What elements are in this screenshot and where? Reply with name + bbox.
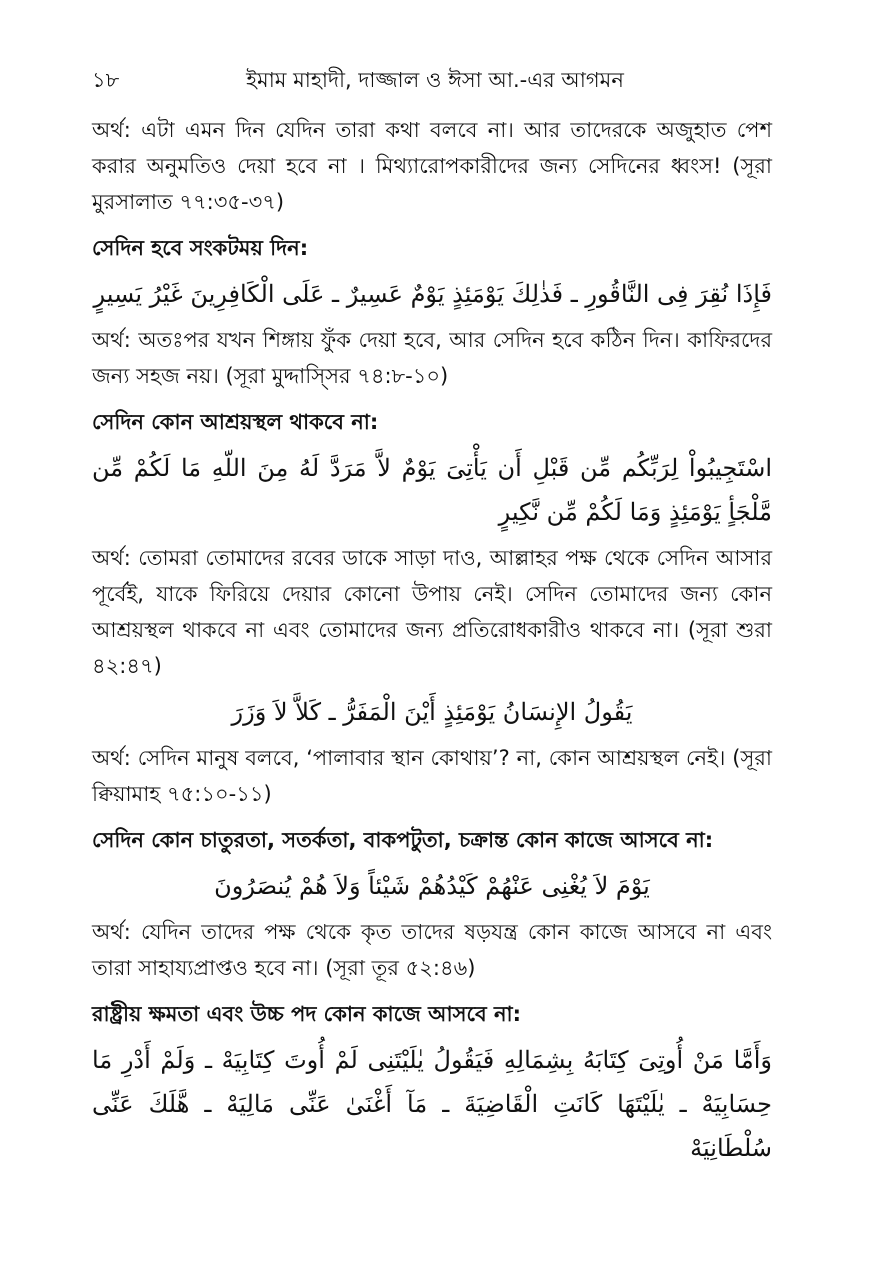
translation-paragraph: অর্থ: এটা এমন দিন যেদিন তারা কথা বলবে না। আর তাদেরকে অজুহাত পেশ করার অনুমতিও দেয়া হবে না । মিথ্যারোপকারীদের জন্য সেদিনের ধ্বংস! (সূরা মুরসালাত ৭৭:৩৫-৩৭) [92,118,772,214]
running-title: ইমাম মাহাদী, দাজ্জাল ও ঈসা আ.-এর আগমন [246,68,624,92]
section-heading: সেদিন কোন আশ্রয়স্থল থাকবে না: [92,410,379,434]
page-body [92,112,772,1170]
page-number: ১৮ [92,68,120,92]
arabic-verse: فَإِذَا نُقِرَ فِى النَّاقُورِ ـ فَذٰلِكَ يَوْمَئِذٍ يَوْمٌ عَسِيرٌ ـ عَلَى الْكَافِرِينَ غَيْرُ يَسِيرٍ [93,280,772,308]
arabic-verse: اسْتَجِيبُواْ لِرَبِّكُم مِّن قَبْلِ أَن يَأْتِىَ يَوْمٌ لاَّ مَرَدَّ لَهُ مِنَ اللّهِ مَا لَكُمْ مِّن مَّلْجَأٍ يَوْمَئِذٍ وَمَا لَكُمْ مِّن نَّكِيرٍ [92,454,772,526]
translation-paragraph: অর্থ: অতঃপর যখন শিঙ্গায় ফুঁক দেয়া হবে, আর সেদিন হবে কঠিন দিন। কাফিরদের জন্য সহজ নয়। (সূরা মুদ্দাস্সির ৭৪:৮-১০) [92,328,772,388]
translation-paragraph: অর্থ: যেদিন তাদের পক্ষ থেকে কৃত তাদের ষড়যন্ত্র কোন কাজে আসবে না এবং তারা সাহায্যপ্রাপ্তও হবে না। (সূরা তূর ৫২:৪৬) [92,920,772,980]
section-heading: সেদিন কোন চাতুরতা, সতর্কতা, বাকপটুতা, চক্রান্ত কোন কাজে আসবে না: [92,828,714,852]
arabic-verse: يَوْمَ لاَ يُغْنِى عَنْهُمْ كَيْدُهُمْ شَيْئاً وَلاَ هُمْ يُنصَرُونَ [214,872,650,900]
translation-paragraph: অর্থ: তোমরা তোমাদের রবের ডাকে সাড়া দাও, আল্লাহর পক্ষ থেকে সেদিন আসার পূর্বেই, যাকে ফিরিয়ে দেয়ার কোনো উপায় নেই। সেদিন তোমাদের জন্য কোন আশ্রয়স্থল থাকবে না এবং তোমাদের জন্য প্রতিরোধকারীও থাকবে না। (সূরা শুরা ৪২:৪৭) [92,546,772,678]
section-heading: সেদিন হবে সংকটময় দিন: [92,236,309,260]
page-header [92,64,778,94]
arabic-verse: يَقُولُ الإِنسَانُ يَوْمَئِذٍ أَيْنَ الْمَفَرُّ ـ كَلاَّ لاَ وَزَرَ [231,698,633,726]
arabic-verse: وَأَمَّا مَنْ أُوتِىَ كِتَابَهُ بِشِمَالِهِ فَيَقُولُ يٰلَيْتَنِى لَمْ أُوتَ كِتَابِيَهْ ـ وَلَمْ أَدْرِ مَا حِسَابِيَهْ ـ يٰلَيْتَهَا كَانَتِ الْقَاضِيَةَ ـ مَآ أَغْنَىٰ عَنِّى مَالِيَهْ ـ هَّلَكَ عَنِّى سُلْطَانِيَهْ [92,1046,772,1162]
translation-paragraph: অর্থ: সেদিন মানুষ বলবে, ‘পালাবার স্থান কোথায়’? না, কোন আশ্রয়স্থল নেই। (সূরা ক্বিয়ামাহ ৭৫:১০-১১) [92,746,772,806]
section-heading: রাষ্ট্রীয় ক্ষমতা এবং উচ্চ পদ কোন কাজে আসবে না: [92,1002,521,1026]
